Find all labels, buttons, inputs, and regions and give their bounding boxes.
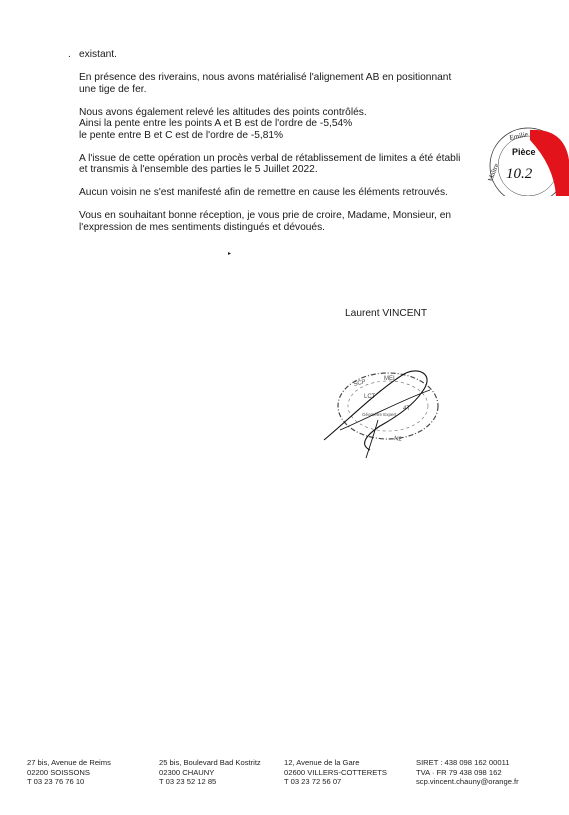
svg-text:Géomètre Expert: Géomètre Expert	[362, 412, 397, 417]
svg-text:4T: 4T	[403, 406, 411, 412]
company-email-link[interactable]: scp.vincent.chauny@orange.fr	[416, 777, 519, 787]
company-stamp-signature	[318, 360, 443, 460]
margin-dot: .	[68, 49, 71, 60]
continuation-text: existant.	[79, 49, 117, 60]
signer-name: Laurent VINCENT	[345, 308, 428, 319]
paragraph-proces-verbal: A l'issue de cette opération un procès verbal de rétablissement de limites a été établi et transmis à l'ensemble des parties le 5 Juillet 2022.	[79, 152, 461, 175]
paragraph-slopes: Nous avons également relevé les altitudes des points contrôlés. Ainsi la pente entre les points A et B est de l'ordre de -5,54% le pente entre B et C est de l'ordre de -5,81%	[79, 106, 367, 141]
footer-office-chauny: 25 bis, Boulevard Bad Kostritz 02300 CHAUNY T 03 23 52 12 85	[159, 758, 261, 787]
svg-text:Emilie: Emilie	[508, 130, 529, 142]
svg-text:LCT: LCT	[364, 394, 376, 400]
footer-company-info: SIRET : 438 098 162 00011 TVA · FR 79 438 098 162 scp.vincent.chauny@orange.fr	[416, 758, 519, 787]
svg-text:SCP: SCP	[353, 379, 367, 388]
letter-body	[79, 49, 479, 245]
footer-office-villers-cotterets: 12, Avenue de la Gare 02600 VILLERS-COTTERETS T 03 23 72 56 07	[284, 758, 387, 787]
paragraph-alignment: En présence des riverains, nous avons matérialisé l'alignement AB en positionnant une tige de fer.	[79, 72, 452, 95]
footer-office-soissons: 27 bis, Avenue de Reims 02200 SOISSONS T 03 23 76 76 10	[27, 758, 111, 787]
paragraph-closing: Vous en souhaitant bonne réception, je vous prie de croire, Madame, Monsieur, en l'expression de mes sentiments distingués et dévoués.	[79, 210, 452, 233]
svg-text:10.2: 10.2	[506, 166, 533, 182]
svg-text:MEI: MEI	[384, 376, 395, 382]
paragraph-neighbours: Aucun voisin ne s'est manifesté afin de remettre en cause les éléments retrouvés.	[79, 187, 448, 198]
stray-mark: ▸	[228, 251, 232, 257]
piece-seal	[484, 126, 569, 196]
svg-text:N2: N2	[393, 436, 403, 443]
svg-text:Maître: Maître	[486, 162, 501, 183]
svg-text:Pièce: Pièce	[512, 147, 536, 157]
